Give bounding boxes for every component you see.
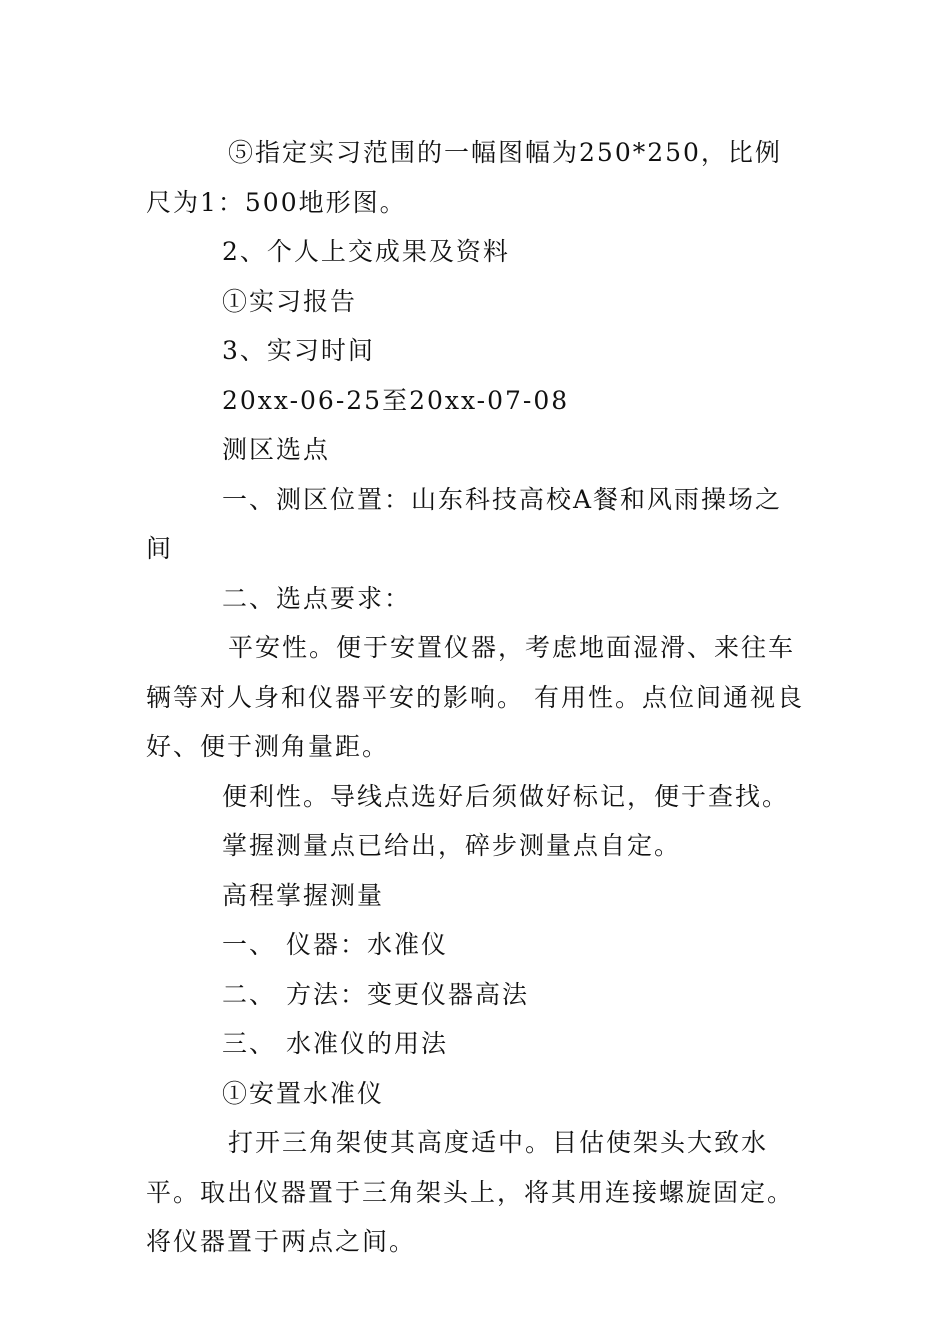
list-item-setup-level: ①安置水准仪 — [222, 1078, 385, 1108]
paragraph-map-scale: ⑤指定实习范围的一幅图幅为250*250，比例尺为1：500地形图。 — [146, 138, 782, 217]
heading-elevation-control: 高程掌握测量 — [222, 880, 385, 910]
paragraph-safety-usefulness: 平安性。便于安置仪器，考虑地面湿滑、来往车辆等对人身和仪器平安的影响。 有用性。点位间通视良好、便于测角量距。 — [146, 633, 804, 761]
paragraph-method: 二、 方法：变更仪器高法 — [222, 979, 529, 1009]
paragraph-survey-location: 一、测区位置：山东科技高校A餐和风雨操场之间 — [146, 484, 783, 563]
paragraph-control-points: 掌握测量点已给出，碎步测量点自定。 — [222, 831, 682, 860]
heading-internship-time: 3、实习时间 — [222, 336, 375, 365]
heading-survey-area-selection: 测区选点 — [222, 435, 331, 464]
heading-submission-materials: 2、个人上交成果及资料 — [222, 237, 510, 266]
paragraph-instrument: 一、 仪器：水准仪 — [222, 930, 448, 959]
paragraph-date-range: 20xx-06-25至20xx-07-08 — [222, 385, 570, 415]
paragraph-tripod-setup: 打开三角架使其高度适中。目估使架头大致水平。取出仪器置于三角架头上，将其用连接螺旋固定。将仪器置于两点之间。 — [146, 1128, 795, 1256]
document-body — [146, 128, 808, 1267]
paragraph-convenience: 便利性。导线点选好后须做好标记，便于查找。 — [222, 781, 790, 811]
list-item-report: ①实习报告 — [222, 286, 358, 316]
heading-selection-requirements: 二、选点要求： — [222, 583, 412, 613]
paragraph-level-usage: 三、 水准仪的用法 — [222, 1029, 448, 1058]
